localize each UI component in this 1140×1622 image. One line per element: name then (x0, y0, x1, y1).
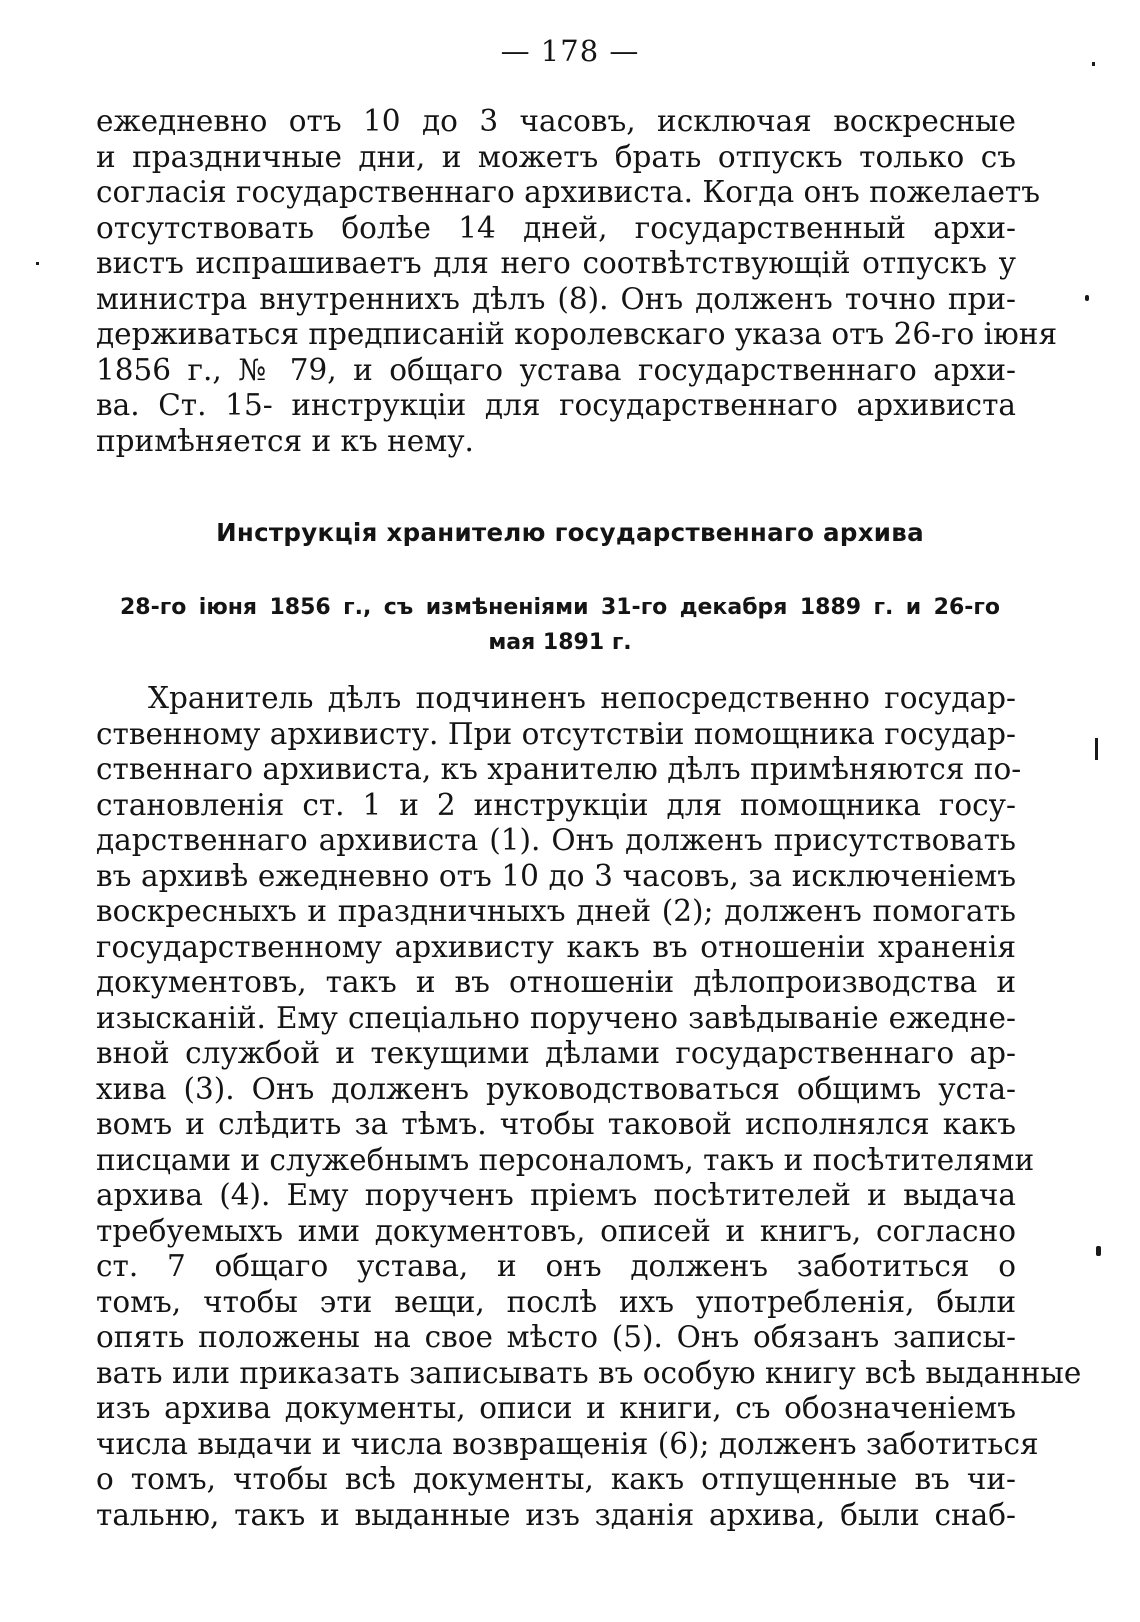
text-line: дарственнаго архивиста (1). Онъ долженъ присутствовать (96, 823, 1016, 857)
text-line: писцами и служебнымъ персоналомъ, такъ и посѣтителями (96, 1142, 1035, 1177)
paragraph-instruction (96, 681, 1082, 1533)
text-line: воскресныхъ и праздничныхъ дней (2); долженъ помогать (96, 894, 1016, 928)
text-line: вной службой и текущими дѣлами государственнаго ар- (96, 1036, 1016, 1070)
text-line: ежедневно отъ 10 до 3 часовъ, исключая воскресные (96, 104, 1016, 138)
text-line: отсутствовать болѣе 14 дней, государственный архи- (96, 210, 1016, 245)
text-line: числа выдачи и числа возвращенія (6); долженъ заботиться (96, 1426, 1039, 1461)
text-line: министра внутреннихъ дѣлъ (8). Онъ долженъ точно при- (96, 281, 1016, 316)
text-line: документовъ, такъ и въ отношеніи дѣлопроизводства и (96, 965, 1016, 999)
paragraph-continuation (96, 104, 1058, 459)
text-line: требуемыхъ ими документовъ, описей и книгъ, согласно (96, 1213, 1016, 1248)
text-line: опять положены на свое мѣсто (5). Онъ обязанъ записы- (96, 1320, 1016, 1354)
scan-speck (1092, 62, 1095, 66)
section-subheading (120, 590, 1000, 660)
text-line: государственному архивисту какъ въ отношеніи храненія (96, 929, 1016, 964)
text-line: становленія ст. 1 и 2 инструкціи для помощника госу- (96, 787, 1016, 822)
text-line: ва. Ст. 15- инструкціи для государственнаго архивиста (96, 388, 1016, 422)
text-line: томъ, чтобы эти вещи, послѣ ихъ употребленія, были (96, 1284, 1016, 1319)
subheading-line: 28-го іюня 1856 г., съ измѣненіями 31-го декабря 1889 г. и 26-го (120, 595, 1000, 620)
text-line: вать или приказать записывать въ особую книгу всѣ выданные (96, 1355, 1082, 1390)
text-line: ст. 7 общаго устава, и онъ долженъ заботиться о (96, 1249, 1016, 1283)
text-line: ственнаго архивиста, къ хранителю дѣлъ примѣняются по- (96, 752, 1022, 786)
text-line: вомъ и слѣдить за тѣмъ. чтобы таковой исполнялся какъ (96, 1107, 1016, 1141)
text-line: изъ архива документы, описи и книги, съ обозначеніемъ (96, 1391, 1016, 1425)
text-line: изысканій. Ему спеціально поручено завѣдываніе ежедне- (96, 1000, 1016, 1035)
scan-speck (1096, 1246, 1101, 1256)
scan-speck (1095, 738, 1098, 760)
text-line: согласія государственнаго архивиста. Когда онъ пожелаетъ (96, 175, 1041, 209)
subheading-line: мая 1891 г. (488, 630, 632, 655)
text-line-indented: Хранитель дѣлъ подчиненъ непосредственно государ- (148, 681, 1016, 715)
text-line: 1856 г., № 79, и общаго устава государственнаго архи- (96, 352, 1016, 387)
text-line: тальню, такъ и выданные изъ зданія архива, были снаб- (96, 1497, 1016, 1532)
text-line: держиваться предписаній королевскаго указа отъ 26-го іюня (96, 317, 1058, 351)
text-line: хива (3). Онъ долженъ руководствоваться общимъ уста- (96, 1071, 1016, 1106)
section-heading: Инструкція хранителю государственнаго архива (216, 518, 924, 547)
text-line: архива (4). Ему порученъ пріемъ посѣтителей и выдача (96, 1178, 1016, 1212)
page-number: — 178 — (500, 34, 640, 68)
text-line: и праздничные дни, и можетъ брать отпускъ только съ (96, 139, 1016, 174)
scan-speck (1085, 295, 1089, 301)
text-line: въ архивѣ ежедневно отъ 10 до 3 часовъ, за исключеніемъ (96, 858, 1016, 893)
text-line: о томъ, чтобы всѣ документы, какъ отпущенные въ чи- (96, 1462, 1016, 1496)
text-line: ственному архивисту. При отсутствіи помощника государ- (96, 716, 1016, 751)
text-line: примѣняется и къ нему. (96, 423, 474, 458)
scan-speck (36, 262, 39, 265)
text-line: вистъ испрашиваетъ для него соотвѣтствующій отпускъ у (96, 246, 1016, 280)
